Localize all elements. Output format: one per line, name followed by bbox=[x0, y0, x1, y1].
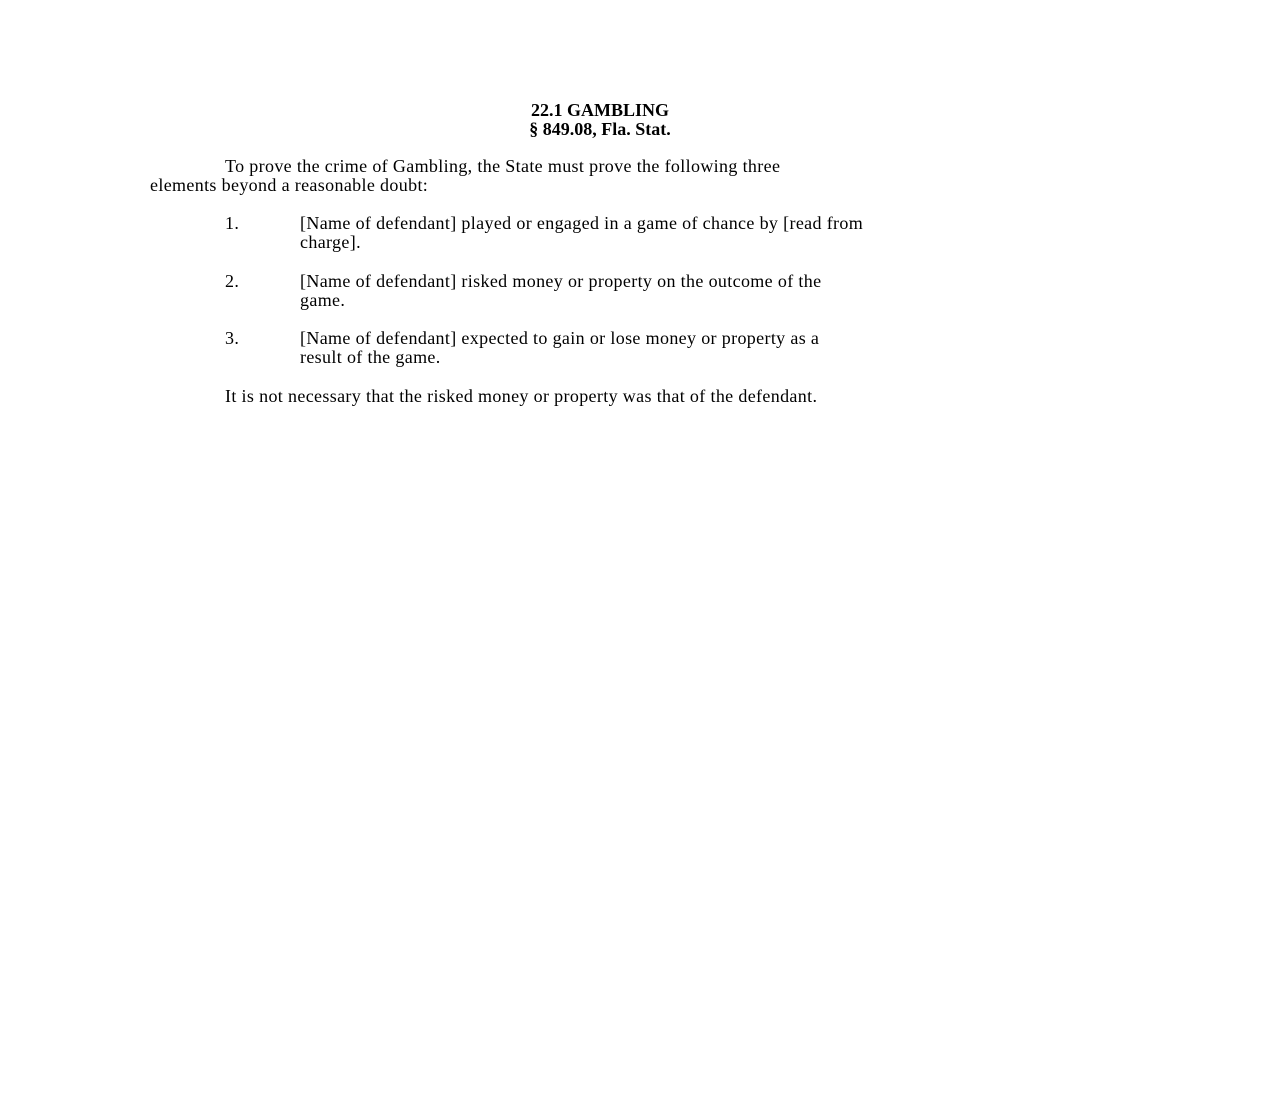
element-1-line-1: [Name of defendant] played or engaged in a game of chance by [read from bbox=[300, 213, 864, 233]
element-1-line-2: charge]. bbox=[300, 232, 361, 252]
element-number-1: 1. bbox=[225, 213, 240, 233]
statute-citation: § 849.08, Fla. Stat. bbox=[529, 119, 671, 139]
intro-line-2: elements beyond a reasonable doubt: bbox=[150, 175, 429, 195]
element-text-1 bbox=[300, 214, 1060, 252]
closing-statement: It is not necessary that the risked money or property was that of the defendant. bbox=[225, 386, 818, 406]
element-2-line-2: game. bbox=[300, 290, 346, 310]
element-number-2: 2. bbox=[225, 271, 240, 291]
element-2-line-1: [Name of defendant] risked money or property on the outcome of the bbox=[300, 271, 822, 291]
instruction-title: 22.1 GAMBLING bbox=[530, 100, 669, 120]
element-3-line-1: [Name of defendant] expected to gain or lose money or property as a bbox=[300, 328, 820, 348]
element-text-2 bbox=[300, 272, 1060, 310]
element-number-3: 3. bbox=[225, 328, 240, 348]
intro-line-1: To prove the crime of Gambling, the State must prove the following three bbox=[225, 156, 781, 176]
element-text-3 bbox=[300, 329, 1060, 367]
element-3-line-2: result of the game. bbox=[300, 347, 441, 367]
